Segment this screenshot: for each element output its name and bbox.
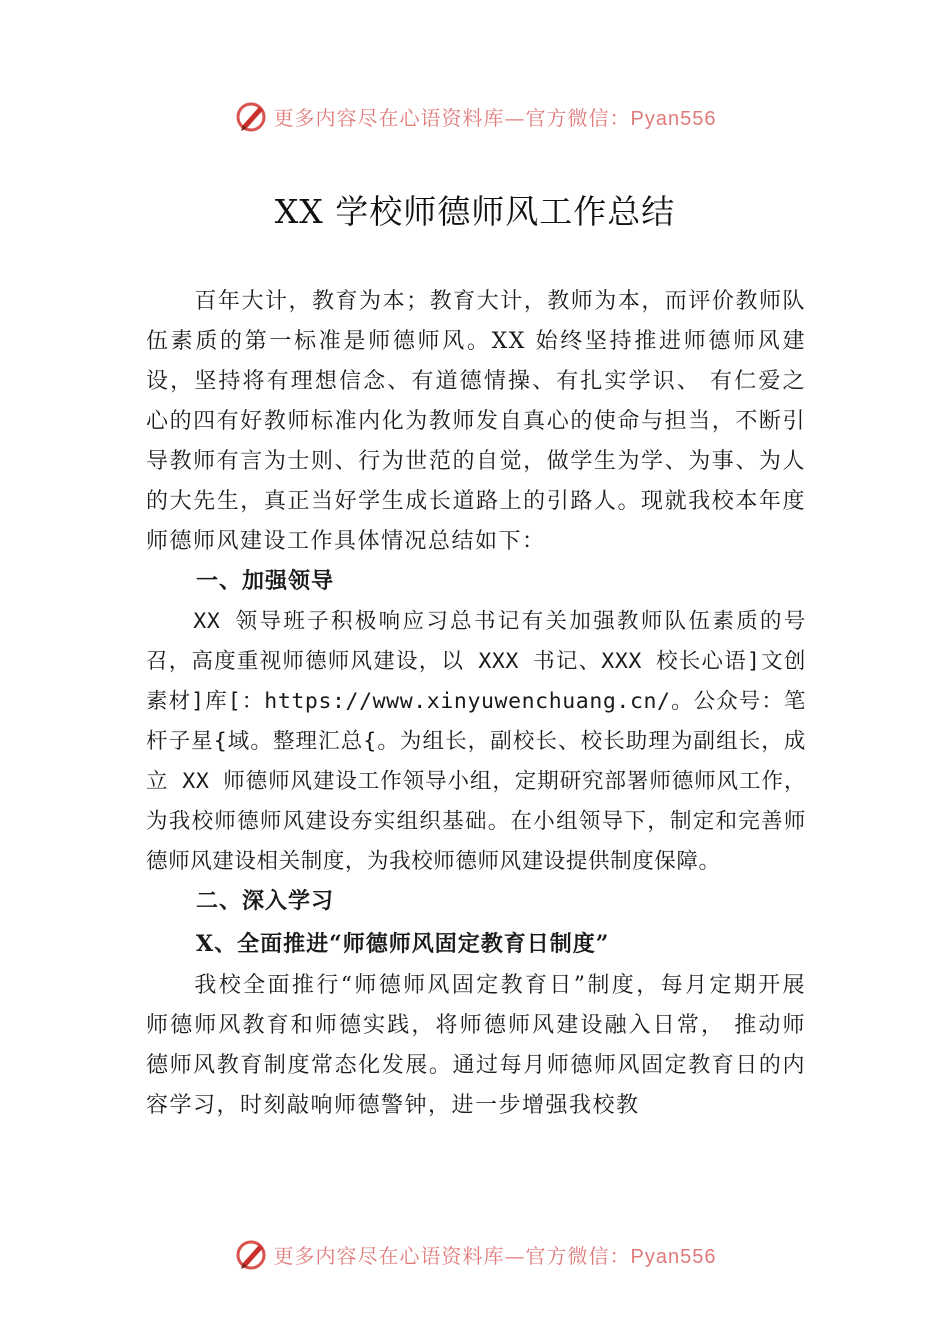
wechat-id: Pyan556 (630, 1245, 717, 1268)
intro-paragraph: 百年大计，教育为本；教育大计，教师为本，而评价教师队伍素质的第一标准是师德师风。XX 始终坚持推进师德师风建设，坚持将有理想信念、有道德情操、有扎实学识、 有仁爱之心的四有好教师标准内化为教师发自真心的使命与担当，不断引导教师有言为士则、行为世范的自觉，做学生为学、为事、为人的大先生，真正当好学生成长道路上的引路人。现就我校本年度师德师风建设工作具体情况总结如下： (146, 289, 806, 554)
watermark-text: 更多内容尽在心语资料库—官方微信：Pyan556 (273, 105, 717, 130)
section-1-heading: 一、加强领导 (196, 569, 335, 594)
document-body (146, 282, 806, 1126)
watermark-text: 更多内容尽在心语资料库—官方微信：Pyan556 (273, 1243, 717, 1268)
footer-watermark (0, 1234, 950, 1274)
header-watermark (0, 96, 950, 136)
section-2-paragraph: 我校全面推行“师德师风固定教育日”制度，每月定期开展师德师风教育和师德实践，将师德师风建设融入日常， 推动师德师风教育制度常态化发展。通过每月师德师风固定教育日的内容学习，时刻敲响师德警钟，进一步增强我校教 (146, 973, 806, 1118)
section-2-subheading: X、全面推进“师德师风固定教育日制度” (196, 931, 610, 957)
pen-logo-icon (234, 98, 270, 134)
wechat-id: Pyan556 (630, 107, 717, 130)
section-2-heading: 二、深入学习 (196, 889, 335, 914)
document-title: XX 学校师德师风工作总结 (274, 192, 676, 231)
section-1-paragraph: XX 领导班子积极响应习总书记有关加强教师队伍素质的号召，高度重视师德师风建设，以 XXX 书记、XXX 校长心语]文创素材]库[：https://www.xinyuwenchuang.cn/。公众号：笔杆子星{域。整理汇总{。为组长，副校长、校长助理为副组长，成立 XX 师德师风建设工作领导小组，定期研究部署师德师风工作，为我校师德师风建设夯实组织基础。在小组领导下，制定和完善师德师风建设相关制度，为我校师德师风建设提供制度保障。 (146, 609, 806, 874)
pen-logo-icon (234, 1236, 270, 1272)
